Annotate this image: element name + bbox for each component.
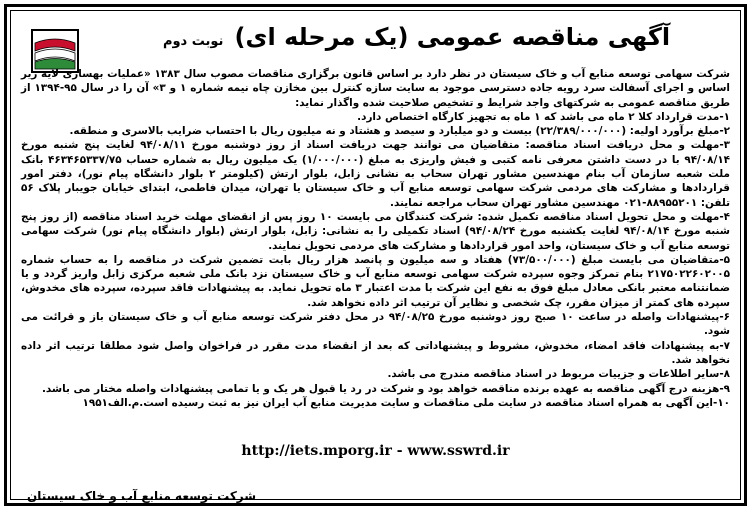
advertisement-frame bbox=[4, 4, 747, 506]
inner-border bbox=[10, 10, 741, 503]
list-item: ۶-پیشنهادات واصله در ساعت ۱۰ صبح روز دوشنبه مورخ ۹۴/۰۸/۲۵ در محل دفتر شرکت توسعه منابع آب و خاک سیستان باز و قرائت می شود. bbox=[21, 311, 730, 338]
list-item: ۴-مهلت و محل تحویل اسناد مناقصه تکمیل شده: شرکت کنندگان می بایست ۱۰ روز پس از انقضای مهلت خرید اسناد مناقصه (از روز پنج شنبه مورخ ۹۴/۰۸/۱۴ لغایت یکشنبه مورخ ۹۴/۰۸/۲۴) اسناد تکمیلی را به نشانی: زابل، بلوار ارتش (بلوار دانشگاه پیام نور) شرکت سهامی توسعه منابع آب و خاک سیستان، واحد امور قراردادها و مشارکت های مردمی تحویل نمایند. bbox=[21, 210, 730, 252]
website-links bbox=[11, 443, 740, 460]
list-item: ۷-به پیشنهادات فاقد امضاء، مخدوش، مشروط و پیشنهاداتی که بعد از انقضاء مدت مقرر در فراخوان واصل شود مطلقا ترتیب اثر داده نخواهد شد. bbox=[21, 339, 730, 366]
header bbox=[101, 23, 732, 57]
list-item: ۸-سایر اطلاعات و جزییات مربوط در اسناد مناقصه مندرج می باشد. bbox=[387, 368, 730, 381]
advertisement-body bbox=[21, 67, 730, 410]
website-url[interactable]: http://iets.mporg.ir - www.sswrd.ir bbox=[241, 443, 510, 459]
signature: شرکت توسعه منابع آب و خاک سیستان bbox=[27, 489, 257, 503]
list-item: ۹-هزینه درج آگهی مناقصه به عهده برنده مناقصه خواهد بود و شرکت در رد یا قبول هر یک و یا تمامی پیشنهادات واصله مختار می باشد. bbox=[41, 382, 730, 395]
list-item: ۱-مدت قرارداد کلا ۲ ماه می باشد که ۱ ماه به تجهیز کارگاه اختصاص دارد. bbox=[357, 110, 730, 123]
list-item: ۱۰-این آگهی به همراه اسناد مناقصه در سایت ملی مناقصات و سایت مدیریت منابع آب ایران نیز به ثبت رسیده است.م.الف۱۹۵۱ bbox=[82, 396, 730, 409]
list-item: ۳-مهلت و محل دریافت اسناد مناقصه: متقاضیان می توانند جهت دریافت اسناد از روز دوشنبه مورخ ۹۴/۰۸/۱۱ لغایت پنج شنبه مورخ ۹۴/۰۸/۱۴ با در دست داشتن معرفی نامه کتبی و فیش واریزی به مبلغ (۱/۰۰۰/۰۰۰) یک میلیون ریال به شماره حساب ۴۶۳۴۶۵۳۳۷/۷۵ بانک ملت شعبه سازمان آب بنام مهندسین مشاور تهران سحاب به نشانی زابل، بلوار ارتش (کیلومتر ۲ بلوار دانشگاه پیام نور)، دفتر امور قراردادها و مشارکت های مردمی شرکت سهامی توسعه منابع آب و خاک سیستان یا تهران، میدان فاطمی، ابتدای خیابان جویبار پلاک ۵۶ تلفن: ۸۸۹۵۵۲۰۱-۰۲۱ مهندسین مشاور تهران سحاب مراجعه نمایند. bbox=[21, 139, 731, 209]
list-item: ۲-مبلغ برآورد اولیه: (۲۲/۳۸۹/۰۰۰/۰۰۰) بیست و دو میلیارد و سیصد و هشتاد و نه میلیون ریال با احتساب ضرایب بالاسری و منطقه. bbox=[69, 125, 730, 138]
page-title: آگهی مناقصه عمومی (یک مرحله ای) bbox=[234, 23, 671, 51]
page-subtitle: نوبت دوم bbox=[162, 34, 224, 49]
intro-paragraph: شرکت سهامی توسعه منابع آب و خاک سیستان در نظر دارد بر اساس قانون برگزاری مناقصات مصوب سال ۱۳۸۳ «عملیات بهسازی لایه زیر اساس و اجرای آسفالت سرد رویه جاده دسترسی موجود به سایت سازه کنترل بین مخازن چاه نیمه شماره ۱ و ۳» آن را در سال ۹۵-۱۳۹۴ از طریق مناقصه عمومی به شرکتهای واجد شرایط و تشخیص صلاحیت شده واگذار نماید: bbox=[21, 68, 730, 109]
list-item: ۵-متقاضیان می بایست مبلغ (۷۳/۵۰۰/۰۰۰) هفتاد و سه میلیون و پانصد هزار ریال بابت تضمین شرکت در مناقصه را به حساب شماره ۲۱۷۵۰۲۲۶۰۲۰۰۵ بنام تمرکز وجوه سپرده شرکت سهامی توسعه منابع آب و خاک سیستان نزد بانک ملی شعبه مرکزی زابل واریز گردد و یا ضمانتنامه معتبر بانکی معادل مبلغ فوق به نفع این شرکت با مدت اعتبار ۳ ماه تحویل نماید. به پیشنهادات فاقد سپرده، سپرده های مخدوش، سپرده های کمتر از میزان مقرر، چک شخصی و نظایر آن ترتیب اثر داده نخواهد شد. bbox=[21, 253, 730, 309]
